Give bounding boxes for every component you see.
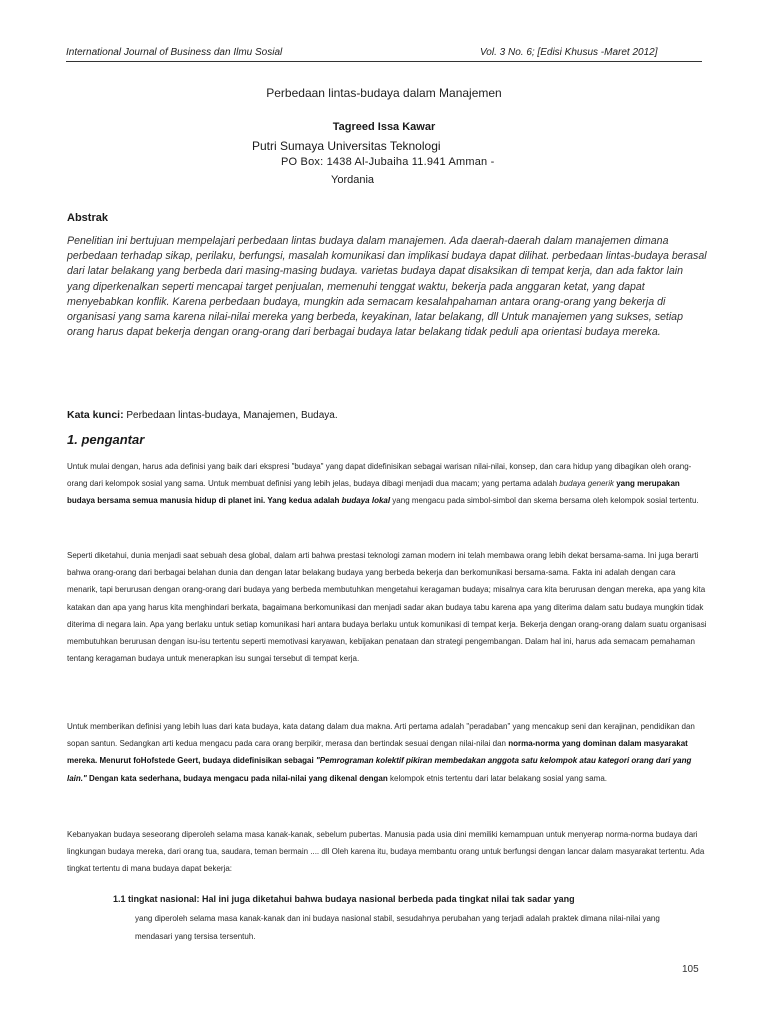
- para3-text-d: Dengan kata sederhana, budaya mengacu pada nilai-nilai yang dikenal dengan: [86, 773, 388, 783]
- keywords: [67, 409, 338, 421]
- abstract-text: Penelitian ini bertujuan mempelajari perbedaan lintas budaya dalam manajemen. Ada daerah-daerah dalam manajemen dimana perbedaan terhadap sikap, perilaku, berfungsi, masalah komunikasi dan implikasi budaya dapat dilihat. perbedaan lintas-budaya berasal dari latar belakang yang berbeda dari masing-masing budaya. varietas budaya dapat disaksikan di tempat kerja, dan ada faktor lain yang diperkenalkan seperti mencapai target penjualan, memenuhi tenggat waktu, bekerja pada anggaran ketat, yang dapat menyebabkan konflik. Karena perbedaan budaya, mungkin ada semacam kesalahpahaman antara orang-orang yang bekerja di organisasi yang sama karena nilai-nilai mereka yang berbeda, keyakinan, latar belakang, dll Untuk manajemen yang sukses, setiap orang harus dapat bekerja dengan orang-orang dari berbagai budaya latar belakang tidak peduli apa orientasi budaya mereka.: [67, 235, 707, 339]
- para3-text-a: Untuk memberikan definisi yang lebih luas dari kata budaya, kata datang dalam dua makna. Arti pertama adalah "peradaban" yang mencakup seni dan kerajinan, pendidikan dan sopan santun. Sedangkan arti kedua mengacu pada cara orang berpikir, merasa dan bertindak sesuai dengan nilai-nilai dan: [67, 722, 695, 749]
- paragraph-2: Seperti diketahui, dunia menjadi saat sebuah desa global, dalam arti bahwa prestasi teknologi zaman modern ini telah membawa orang lebih dekat bersama-sama. Ini juga berarti bahwa orang-orang dari berbagai belahan dunia dan dengan latar belakang budaya yang berbeda bekerja dan berkomunikasi bersama-sama. Fakta ini adalah dengan cara menarik, tapi berurusan dengan orang-orang dari budaya yang berbeda membutuhkan mengetahui keragaman budaya; misalnya cara kita berurusan dengan mereka, apa yang kita katakan dan apa yang harus kita menghindari berkata, bagaimana berkomunikasi dan menjadi sadar akan budaya tabu karena apa yang diterima dalam satu budaya mungkin tidak diterima di negara lain. Apa yang berlaku untuk setiap komunikasi hari antara budaya berlaku untuk komunikasi di tempat kerja. Bekerja dengan orang-orang dalam suatu organisasi membutuhkan berurusan dengan isu-isu tertentu seperti memotivasi karyawan, kebijakan penataan dan strategi pengembangan. Dalam hal ini, harus ada semacam pemahaman tentang keragaman budaya untuk menerapkan isu sungai tersebut di tempat kerja.: [67, 551, 707, 664]
- keywords-text: Perbedaan lintas-budaya, Manajemen, Budaya.: [126, 410, 338, 421]
- keywords-label: Kata kunci:: [67, 409, 124, 421]
- author-name: Tagreed Issa Kawar: [332, 121, 436, 133]
- author-affiliation: Putri Sumaya Universitas Teknologi: [252, 139, 441, 153]
- page-number: 105: [682, 964, 699, 975]
- volume-info: Vol. 3 No. 6; [Edisi Khusus -Maret 2012]: [480, 47, 658, 58]
- paper-title: Perbedaan lintas-budaya dalam Manajemen: [266, 86, 502, 100]
- term-budaya-lokal: budaya lokal: [341, 496, 391, 506]
- para1-text-e: yang mengacu pada simbol-simbol dan skema bersama oleh kelompok sosial tertentu.: [390, 496, 699, 506]
- header-rule: [66, 61, 702, 62]
- paragraph-4: Kebanyakan budaya seseorang diperoleh selama masa kanak-kanak, sebelum pubertas. Manusia pada usia dini memiliki kemampuan untuk menyerap norma-norma budaya dari lingkungan budaya mereka, dari orang tua, saudara, teman bermain .... dll Oleh karena itu, budaya membantu orang untuk berfungsi dengan lancar dalam masyarakat tertentu. Ada tingkat tertentu di mana budaya dapat bekerja:: [67, 830, 705, 874]
- para3-text-b: norma-norma yang dominan dalam masyarakat mereka. Menurut foHofstede Geert, budaya didefinisikan sebagai: [67, 739, 688, 766]
- paragraph-3: [67, 718, 707, 787]
- subsection-text-national: yang diperoleh selama masa kanak-kanak dan ini budaya nasional stabil, sesudahnya perubahan yang terjadi adalah praktek dimana nilai-nilai yang mendasari yang tersisa tersentuh.: [135, 914, 660, 941]
- author-address-line2: Yordania: [331, 174, 375, 186]
- author-address-line1: PO Box: 1438 Al-Jubaiha 11.941 Amman -: [281, 156, 495, 168]
- abstract-heading: Abstrak: [67, 212, 108, 224]
- term-budaya-generik: budaya generik: [559, 479, 614, 489]
- para1-text-c: yang merupakan budaya bersama semua manusia hidup di planet ini. Yang kedua adalah: [67, 479, 680, 506]
- subsection-heading-national: 1.1 tingkat nasional: Hal ini juga diketahui bahwa budaya nasional berbeda pada tingkat nilai tak sadar yang: [113, 894, 575, 904]
- hofstede-quote: "Pemrograman kolektif pikiran membedakan anggota satu kelompok atau kategori orang dari yang lain.": [67, 756, 692, 783]
- para3-text-e: kelompok etnis tertentu dari latar belakang sosial yang sama.: [387, 773, 608, 783]
- paragraph-1: [67, 458, 707, 510]
- para1-text-a: Untuk mulai dengan, harus ada definisi yang baik dari ekspresi "budaya" yang dapat didefinisikan sebagai warisan nilai-nilai, konsep, dan cara hidup yang dibagikan oleh orang-orang dari kelompok sosial yang sama. Untuk membuat definisi yang lebih jelas, budaya dibagi menjadi dua macam; yang pertama adalah: [67, 462, 692, 489]
- section-heading-introduction: 1. pengantar: [67, 432, 145, 447]
- journal-name: International Journal of Business dan Ilmu Sosial: [66, 47, 283, 58]
